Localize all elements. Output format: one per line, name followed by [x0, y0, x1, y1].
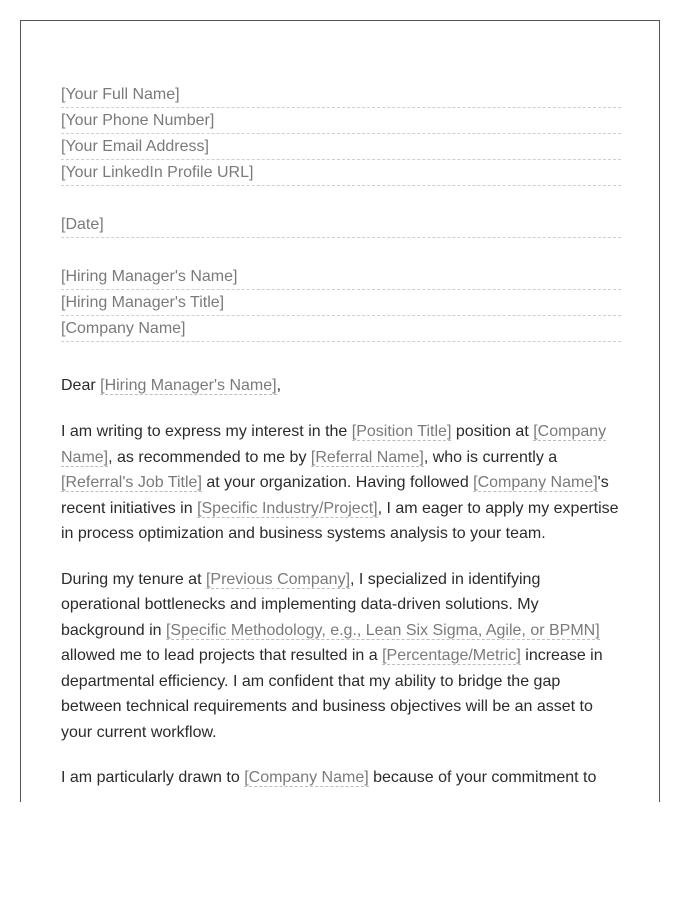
body-text: position at	[451, 423, 534, 440]
salutation-name-placeholder[interactable]: [Hiring Manager's Name]	[100, 377, 277, 394]
paragraph-intro	[61, 419, 621, 547]
industry-project-placeholder[interactable]: [Specific Industry/Project]	[197, 499, 378, 517]
salutation-suffix: ,	[276, 377, 282, 394]
recipient-name[interactable]: [Hiring Manager's Name]	[61, 264, 621, 290]
previous-company-placeholder[interactable]: [Previous Company]	[205, 570, 351, 588]
company-name-placeholder[interactable]: [Company Name]	[61, 423, 607, 466]
company-name-placeholder[interactable]: [Company Name]	[473, 474, 598, 491]
body-text: allowed me to lead projects that resulted in a	[61, 647, 383, 664]
letter-content	[61, 82, 621, 791]
methodology-placeholder[interactable]: [Specific Methodology, e.g., Lean Six Sigma, Agile, or BPMN]	[165, 621, 600, 639]
letter-page	[20, 20, 660, 802]
body-text: During my tenure at	[61, 570, 206, 588]
spacer	[61, 238, 621, 264]
metric-placeholder[interactable]: [Percentage/Metric]	[382, 647, 521, 664]
paragraph-motivation	[61, 765, 621, 791]
sender-full-name[interactable]: [Your Full Name]	[61, 82, 621, 108]
body-text: I am particularly drawn to	[61, 769, 245, 786]
position-title-placeholder[interactable]: [Position Title]	[351, 423, 452, 440]
recipient-company[interactable]: [Company Name]	[61, 316, 621, 342]
body-text: , I specialized in identifying operational bottlenecks and implementing data-driven solutions. My background in	[61, 570, 541, 639]
company-name-placeholder[interactable]: [Company Name]	[244, 769, 369, 786]
sender-linkedin[interactable]: [Your LinkedIn Profile URL]	[61, 160, 621, 186]
body-text: I am writing to express my interest in the	[61, 423, 352, 440]
body-text: 's recent initiatives in	[61, 474, 609, 517]
salutation-prefix: Dear	[61, 377, 101, 394]
salutation	[61, 373, 621, 399]
recipient-title[interactable]: [Hiring Manager's Title]	[61, 290, 621, 316]
referral-title-placeholder[interactable]: [Referral's Job Title]	[61, 474, 202, 491]
body-text: , who is currently a	[423, 448, 558, 466]
sender-phone[interactable]: [Your Phone Number]	[61, 108, 621, 134]
letter-date[interactable]: [Date]	[61, 212, 621, 238]
body-text: , as recommended to me by	[108, 448, 311, 466]
paragraph-experience	[61, 567, 621, 746]
body-text: increase in departmental efficiency. I am confident that my ability to bridge the gap between technical requirements and business objectives will be an asset to your current workflow.	[61, 647, 603, 741]
referral-name-placeholder[interactable]: [Referral Name]	[310, 448, 424, 466]
body-text: because of your commitment to	[368, 769, 597, 786]
spacer	[61, 186, 621, 212]
sender-email[interactable]: [Your Email Address]	[61, 134, 621, 160]
body-text: , I am eager to apply my expertise in process optimization and business systems analysis to your team.	[61, 499, 619, 542]
body-text: at your organization. Having followed	[201, 474, 474, 491]
